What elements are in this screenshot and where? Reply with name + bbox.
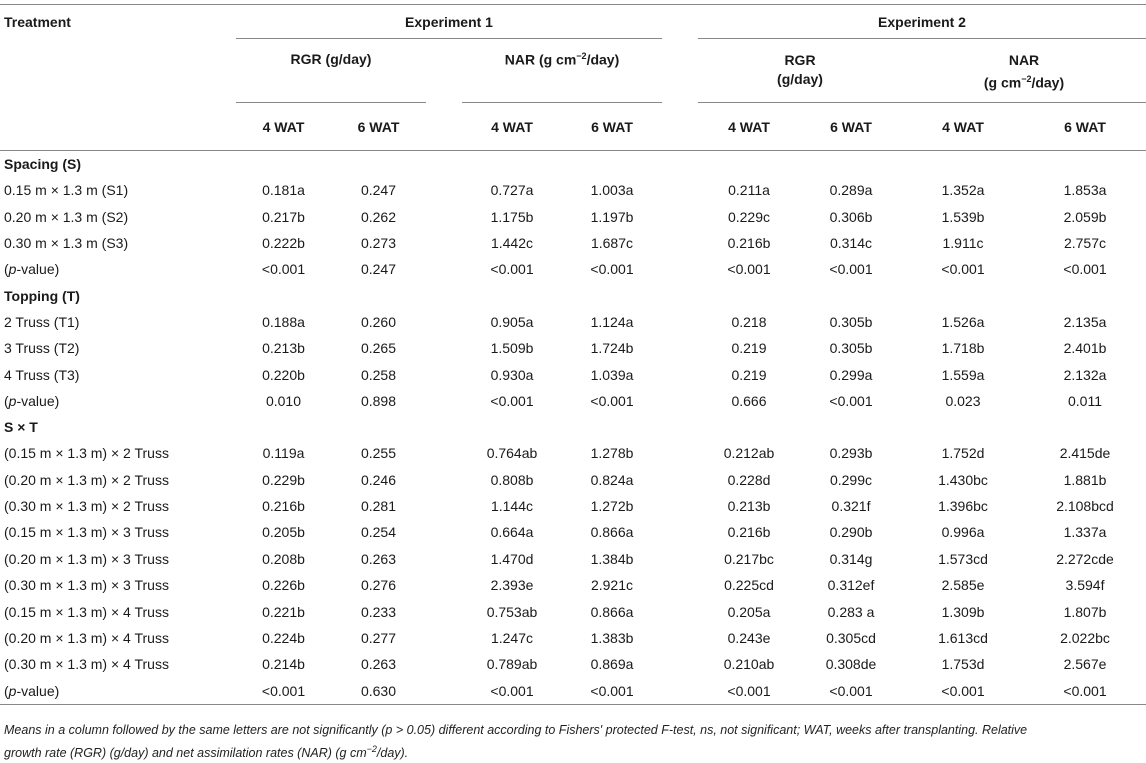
table-body: [0, 151, 1146, 705]
exp1-nar-header: NAR (g $cm^{-2}/day$): [462, 39, 662, 103]
table-row: [0, 493, 1146, 519]
table-cell: 0.219: [731, 340, 767, 357]
table-cell: 1.539b: [941, 208, 985, 225]
section-header-row: [0, 151, 1146, 178]
table-cell: 2.393e: [490, 577, 534, 594]
row-label: 0.15 m × 1.3 m (S1): [4, 182, 129, 199]
table-cell: <0.001: [490, 682, 534, 699]
table-cell: 1.687c: [590, 234, 634, 251]
table-cell: 0.229b: [262, 471, 305, 488]
table-cell: 1.573cd: [938, 550, 988, 567]
table-cell: 1.124a: [590, 313, 634, 330]
table-cell: 0.905a: [490, 313, 534, 330]
table-cell: <0.001: [727, 682, 771, 699]
table-cell: 0.308de: [825, 656, 877, 673]
table-cell: 0.220b: [262, 366, 305, 383]
table-cell: 0.216b: [727, 234, 771, 251]
table-cell: 1.613cd: [938, 630, 988, 647]
table-cell: 1.197b: [590, 208, 634, 225]
table-cell: 1.272b: [590, 498, 634, 515]
table-cell: 0.247: [360, 261, 397, 278]
wat-header: 6 WAT: [357, 118, 400, 135]
table-cell: 0.764ab: [486, 445, 538, 462]
table-cell: 1.003a: [590, 182, 634, 199]
row-label: 4 Truss (T3): [4, 366, 80, 383]
table-cell: 0.217b: [262, 208, 305, 225]
table-row: [0, 388, 1146, 414]
table-cell: 2.132a: [1063, 366, 1107, 383]
table-cell: 2.401b: [1063, 340, 1107, 357]
table-cell: 2.272cde: [1056, 550, 1114, 567]
table-cell: 0.228d: [727, 471, 771, 488]
table-cell: 0.254: [360, 524, 397, 541]
table-cell: 1.470d: [490, 550, 534, 567]
table-cell: 0.293b: [829, 445, 873, 462]
table-cell: 0.664a: [490, 524, 534, 541]
table-cell: 2.415de: [1059, 445, 1111, 462]
table-cell: 0.260: [360, 313, 397, 330]
table-cell: 3.594f: [1065, 577, 1105, 594]
table-cell: <0.001: [1063, 682, 1107, 699]
table-cell: <0.001: [261, 261, 306, 278]
table-cell: 0.213b: [727, 498, 771, 515]
table-cell: <0.001: [590, 392, 634, 409]
table-cell: 0.233: [360, 603, 397, 620]
table-cell: <0.001: [727, 261, 771, 278]
table-cell: 0.727a: [490, 182, 534, 199]
table-cell: 1.337a: [1063, 524, 1107, 541]
table-row: [0, 598, 1146, 624]
exp2-rgr-header: RGR (g/day): [698, 39, 902, 103]
row-label: 0.30 m × 1.3 m (S3): [4, 234, 129, 251]
table-cell: 0.181a: [262, 182, 305, 199]
table-cell: 0.119a: [262, 445, 305, 462]
table-cell: 2.567e: [1063, 656, 1107, 673]
table-cell: 2.022bc: [1060, 630, 1110, 647]
table-cell: 1.752d: [941, 445, 985, 462]
table-cell: 0.229c: [727, 208, 771, 225]
table-row: [0, 651, 1146, 677]
table-cell: 0.010: [265, 392, 302, 409]
row-label: 3 Truss (T2): [4, 340, 80, 357]
table-cell: 0.265: [360, 340, 397, 357]
table-cell: 0.217bc: [724, 550, 774, 567]
table-cell: 1.383b: [590, 630, 634, 647]
table-cell: 0.290b: [829, 524, 873, 541]
row-label: (0.20 m × 1.3 m) × 2 Truss: [4, 471, 169, 488]
table-row: [0, 546, 1146, 572]
wat-header: 6 WAT: [591, 118, 633, 135]
table-cell: 0.314g: [829, 550, 873, 567]
table-row: [0, 519, 1146, 545]
table-cell: 0.753ab: [486, 603, 538, 620]
table-cell: <0.001: [941, 682, 985, 699]
table-cell: 1.352a: [941, 182, 985, 199]
table-cell: 0.630: [360, 682, 397, 699]
table-cell: 0.212ab: [723, 445, 775, 462]
table-cell: 1.384b: [590, 550, 634, 567]
table-cell: 0.208b: [262, 550, 305, 567]
row-label: (0.30 m × 1.3 m) × 2 Truss: [4, 498, 169, 515]
section-header-row: [0, 414, 1146, 440]
section-title: Spacing (S): [4, 156, 82, 172]
table-cell: 0.789ab: [486, 656, 538, 673]
table-cell: <0.001: [490, 261, 534, 278]
wat-header: 6 WAT: [1064, 118, 1106, 135]
table-row: [0, 572, 1146, 598]
table-cell: 0.273: [360, 234, 397, 251]
table-cell: 0.216b: [262, 498, 305, 515]
wat-header: 4 WAT: [942, 118, 984, 135]
table-cell: 2.921c: [590, 577, 634, 594]
table-cell: 0.262: [360, 208, 397, 225]
row-label: (0.30 m × 1.3 m) × 3 Truss: [4, 577, 169, 594]
table-cell: 0.898: [360, 392, 397, 409]
table-cell: 1.430bc: [938, 471, 988, 488]
table-cell: 0.246: [360, 471, 397, 488]
row-label: (0.30 m × 1.3 m) × 4 Truss: [4, 656, 169, 673]
table-cell: 1.559a: [941, 366, 985, 383]
table-cell: 0.869a: [590, 656, 634, 673]
table-cell: 0.023: [945, 392, 981, 409]
table-cell: 0.258: [360, 366, 397, 383]
section-title: S × T: [4, 419, 38, 436]
table-cell: 0.213b: [262, 340, 305, 357]
table-cell: 1.247c: [490, 630, 534, 647]
table-cell: 0.219: [731, 366, 767, 383]
table-cell: 0.321f: [831, 498, 871, 515]
table-cell: 1.039a: [590, 366, 634, 383]
table-cell: 0.224b: [262, 630, 305, 647]
table-cell: 0.225cd: [724, 577, 774, 594]
wat-header: 4 WAT: [728, 118, 770, 135]
table-cell: 0.305cd: [826, 630, 876, 647]
table-cell: 0.666: [731, 392, 767, 409]
table-cell: 0.222b: [262, 234, 305, 251]
table-row: [0, 467, 1146, 493]
table-cell: 0.214b: [262, 656, 305, 673]
exp2-nar-header: NAR (g $cm^{-2}/day$): [902, 39, 1146, 103]
table-cell: 1.144c: [490, 498, 534, 515]
row-label: 2 Truss (T1): [4, 313, 80, 330]
row-label: (0.15 m × 1.3 m) × 2 Truss: [4, 445, 169, 462]
table-cell: <0.001: [590, 682, 634, 699]
row-label: 0.20 m × 1.3 m (S2): [4, 208, 129, 225]
section-header-row: [0, 283, 1146, 309]
table-cell: 1.442c: [490, 234, 534, 251]
wat-header: 4 WAT: [262, 118, 305, 135]
table-row: [0, 335, 1146, 361]
treatment-header: Treatment: [4, 13, 71, 30]
table-cell: <0.001: [261, 682, 306, 699]
table-cell: 0.312ef: [827, 577, 875, 594]
table-cell: 1.175b: [490, 208, 534, 225]
table-cell: 0.866a: [590, 603, 634, 620]
table-cell: 0.205b: [262, 524, 305, 541]
table-cell: 2.757c: [1063, 234, 1107, 251]
table-row: [0, 361, 1146, 387]
results-table: [0, 4, 1146, 705]
table-cell: 0.011: [1068, 392, 1102, 409]
table-cell: <0.001: [829, 682, 873, 699]
table-cell: <0.001: [941, 261, 985, 278]
table-cell: 1.881b: [1063, 471, 1107, 488]
table-row: [0, 625, 1146, 651]
table-cell: 1.853a: [1063, 182, 1107, 199]
table-cell: 1.309b: [941, 603, 985, 620]
wat-header: 6 WAT: [830, 118, 872, 135]
table-cell: 1.509b: [490, 340, 534, 357]
table-cell: 0.808b: [490, 471, 534, 488]
table-cell: <0.001: [1063, 261, 1107, 278]
table-cell: <0.001: [829, 392, 873, 409]
table-row: [0, 203, 1146, 229]
table-cell: 1.718b: [941, 340, 985, 357]
table-cell: 0.226b: [262, 577, 305, 594]
row-label: (0.15 m × 1.3 m) × 4 Truss: [4, 603, 169, 620]
row-label: (0.15 m × 1.3 m) × 3 Truss: [4, 524, 169, 541]
row-label: (0.20 m × 1.3 m) × 4 Truss: [4, 630, 169, 647]
wat-header: 4 WAT: [491, 118, 533, 135]
table-footnote: Means in a column followed by the same letters are not significantly (p > 0.05) different according to Fishers' protected F-test, ns, not significant; WAT, weeks after transplanting. Relative growth rate (RGR) (g/day) and net assimilation rates (NAR) (g $cm^{-2}/day$).: [4, 723, 1028, 761]
experiment-1-header: Experiment 1: [236, 5, 662, 39]
table-row: [0, 440, 1146, 466]
table-cell: 0.930a: [490, 366, 534, 383]
experiment-2-header: Experiment 2: [698, 5, 1146, 39]
table-cell: 0.216b: [727, 524, 771, 541]
table-cell: 0.281: [360, 498, 397, 515]
table-cell: <0.001: [490, 392, 534, 409]
table-cell: 0.289a: [829, 182, 873, 199]
table-row: [0, 256, 1146, 282]
row-label: (p-value): [4, 682, 60, 699]
table-cell: 1.526a: [941, 313, 985, 330]
table-cell: 0.276: [360, 577, 397, 594]
table-cell: 0.866a: [590, 524, 634, 541]
table-cell: 0.243e: [727, 630, 771, 647]
table-cell: 0.306b: [829, 208, 873, 225]
exp1-rgr-header: RGR (g/day): [236, 39, 426, 103]
table-cell: 0.314c: [829, 234, 873, 251]
table-cell: 0.210ab: [723, 656, 775, 673]
table-cell: 0.263: [360, 656, 397, 673]
table-cell: 1.807b: [1063, 603, 1107, 620]
row-label: (p-value): [4, 261, 60, 278]
table-cell: 0.283 a: [827, 603, 875, 620]
table-cell: 0.305b: [829, 313, 873, 330]
table-cell: 2.585e: [941, 577, 985, 594]
table-row: [0, 678, 1146, 705]
table-cell: 2.135a: [1063, 313, 1107, 330]
table-cell: 0.299c: [829, 471, 873, 488]
table-cell: 0.218: [731, 313, 767, 330]
table-row: [0, 230, 1146, 256]
table-cell: <0.001: [829, 261, 873, 278]
section-title: Topping (T): [4, 287, 80, 304]
table-cell: <0.001: [590, 261, 634, 278]
table-row: [0, 309, 1146, 335]
table-cell: 0.205a: [727, 603, 771, 620]
table-cell: 0.247: [360, 182, 397, 199]
table-cell: 0.221b: [262, 603, 305, 620]
table-cell: 0.277: [360, 630, 397, 647]
table-cell: 2.108bcd: [1056, 498, 1114, 515]
table-cell: 0.263: [360, 550, 397, 567]
table-cell: 0.188a: [262, 313, 305, 330]
row-label: (p-value): [4, 392, 60, 409]
table-cell: 1.396bc: [938, 498, 988, 515]
table-cell: 1.278b: [590, 445, 634, 462]
table-cell: 0.305b: [829, 340, 873, 357]
row-label: (0.20 m × 1.3 m) × 3 Truss: [4, 550, 169, 567]
table-cell: 2.059b: [1063, 208, 1107, 225]
table-cell: 0.299a: [829, 366, 873, 383]
table-cell: 0.996a: [941, 524, 985, 541]
table-cell: 1.911c: [942, 234, 984, 251]
table-cell: 0.255: [360, 445, 397, 462]
table-cell: 1.753d: [941, 656, 985, 673]
table-cell: 1.724b: [590, 340, 634, 357]
table-cell: 0.211a: [728, 182, 770, 199]
table-cell: 0.824a: [590, 471, 634, 488]
table-row: [0, 177, 1146, 203]
